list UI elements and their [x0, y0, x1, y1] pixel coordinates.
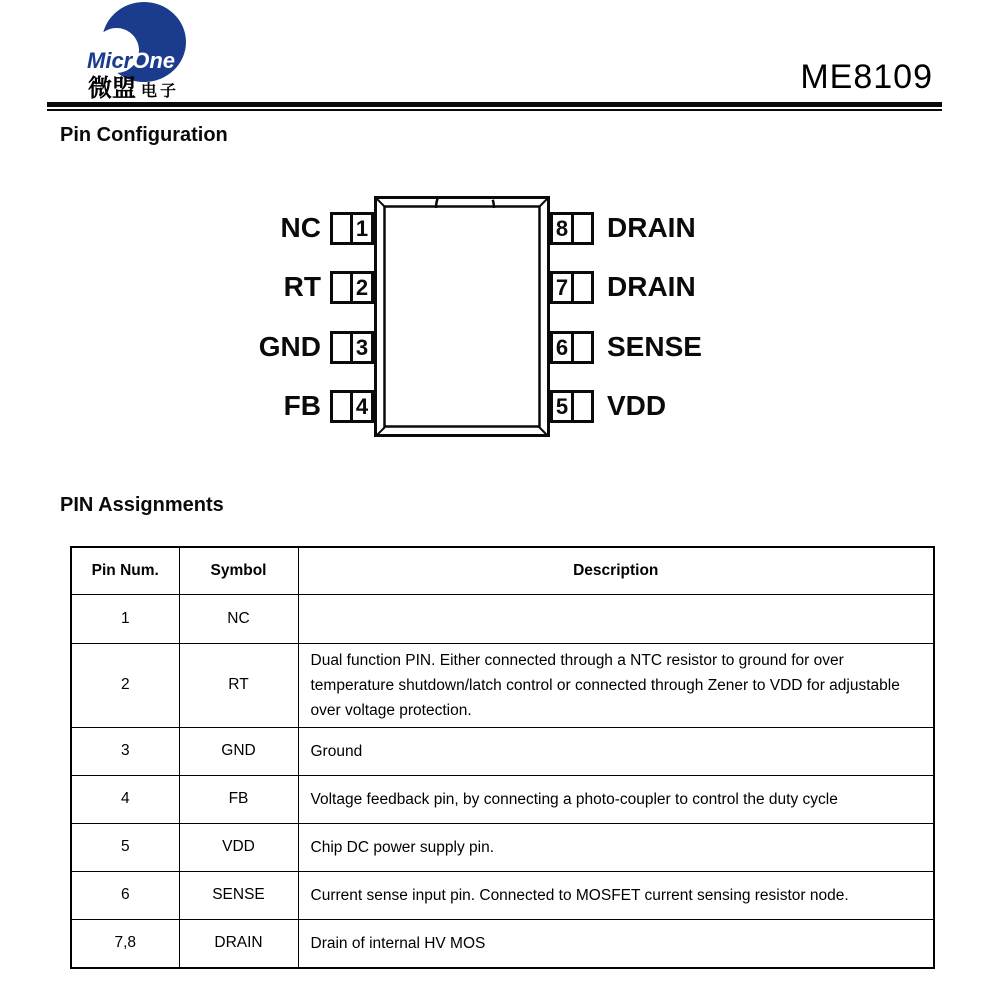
pin-6-lead: [550, 331, 594, 364]
cell-description: Current sense input pin. Connected to MOSFET current sensing resistor node.: [298, 871, 934, 919]
cell-symbol: DRAIN: [179, 919, 298, 968]
pin-8-lead: [550, 212, 594, 245]
cell-pin-num: 1: [71, 594, 179, 643]
pin-assignments-table: [70, 546, 935, 969]
cell-description: Chip DC power supply pin.: [298, 823, 934, 871]
part-number-title: ME8109: [800, 58, 933, 96]
pin-5-label: VDD: [607, 390, 667, 421]
column-header-description: Description: [298, 547, 934, 594]
cell-pin-num: 2: [71, 643, 179, 727]
pin-8-label: DRAIN: [607, 212, 696, 243]
pin-7-label: DRAIN: [607, 271, 696, 302]
pin-row-1: [228, 211, 374, 245]
cell-symbol: RT: [179, 643, 298, 727]
pin-1-number: 1: [350, 215, 371, 242]
cell-symbol: SENSE: [179, 871, 298, 919]
cell-symbol: NC: [179, 594, 298, 643]
pin-assignments-heading: PIN Assignments: [60, 494, 224, 516]
pin-5-number: 5: [553, 393, 574, 420]
pin-configuration-heading: Pin Configuration: [60, 124, 228, 146]
pin-row-5: [550, 389, 810, 423]
pin-1-label: NC: [280, 212, 321, 243]
table-row: [71, 727, 934, 775]
logo-chinese-text: [88, 68, 179, 103]
pin-row-7: [550, 270, 810, 304]
pin-3-label: GND: [258, 331, 321, 362]
table-row: [71, 775, 934, 823]
cell-symbol: VDD: [179, 823, 298, 871]
header-rule-thin: [47, 109, 942, 111]
pin-1-lead: [330, 212, 374, 245]
cell-pin-num: 6: [71, 871, 179, 919]
chip-package-drawing: [374, 196, 550, 438]
pin-7-lead: [550, 271, 594, 304]
cell-symbol: FB: [179, 775, 298, 823]
logo-brand-micr: Micr: [87, 48, 133, 73]
pin-3-lead: [330, 331, 374, 364]
pin-row-4: [228, 389, 374, 423]
cell-description: Ground: [298, 727, 934, 775]
cell-pin-num: 3: [71, 727, 179, 775]
table-row: [71, 823, 934, 871]
cell-description: Drain of internal HV MOS: [298, 919, 934, 968]
pin-2-number: 2: [350, 274, 371, 301]
cell-pin-num: 7,8: [71, 919, 179, 968]
pin-7-number: 7: [553, 274, 574, 301]
cell-description: [298, 594, 934, 643]
pin-8-number: 8: [553, 215, 574, 242]
logo-cn-sub: 电子: [141, 83, 180, 100]
logo-cn-main: 微盟: [88, 75, 136, 102]
table-row: [71, 643, 934, 727]
cell-pin-num: 4: [71, 775, 179, 823]
cell-symbol: GND: [179, 727, 298, 775]
pin-row-8: [550, 211, 810, 245]
pin-3-number: 3: [350, 334, 371, 361]
column-header-symbol: Symbol: [179, 547, 298, 594]
pin-6-label: SENSE: [607, 331, 702, 362]
pin-4-lead: [330, 390, 374, 423]
pin-2-label: RT: [283, 271, 321, 302]
pin-4-label: FB: [283, 390, 321, 421]
cell-pin-num: 5: [71, 823, 179, 871]
table-header-row: [71, 547, 934, 594]
pin-5-lead: [550, 390, 594, 423]
microne-logo: [75, 2, 225, 102]
table-row: [71, 919, 934, 968]
logo-brand-one: One: [132, 48, 176, 73]
pin-row-3: [228, 330, 374, 364]
pin-row-2: [228, 270, 374, 304]
header-rule-thick: [47, 102, 942, 107]
cell-description: Dual function PIN. Either connected through a NTC resistor to ground for over temperature shutdown/latch control or connected through Zener to VDD for adjustable over voltage protection.: [298, 643, 934, 727]
pin-2-lead: [330, 271, 374, 304]
column-header-pin-num: Pin Num.: [71, 547, 179, 594]
table-row: [71, 871, 934, 919]
pin-row-6: [550, 330, 810, 364]
table-row: [71, 594, 934, 643]
pin-4-number: 4: [350, 393, 371, 420]
pin-6-number: 6: [553, 334, 574, 361]
cell-description: Voltage feedback pin, by connecting a photo-coupler to control the duty cycle: [298, 775, 934, 823]
